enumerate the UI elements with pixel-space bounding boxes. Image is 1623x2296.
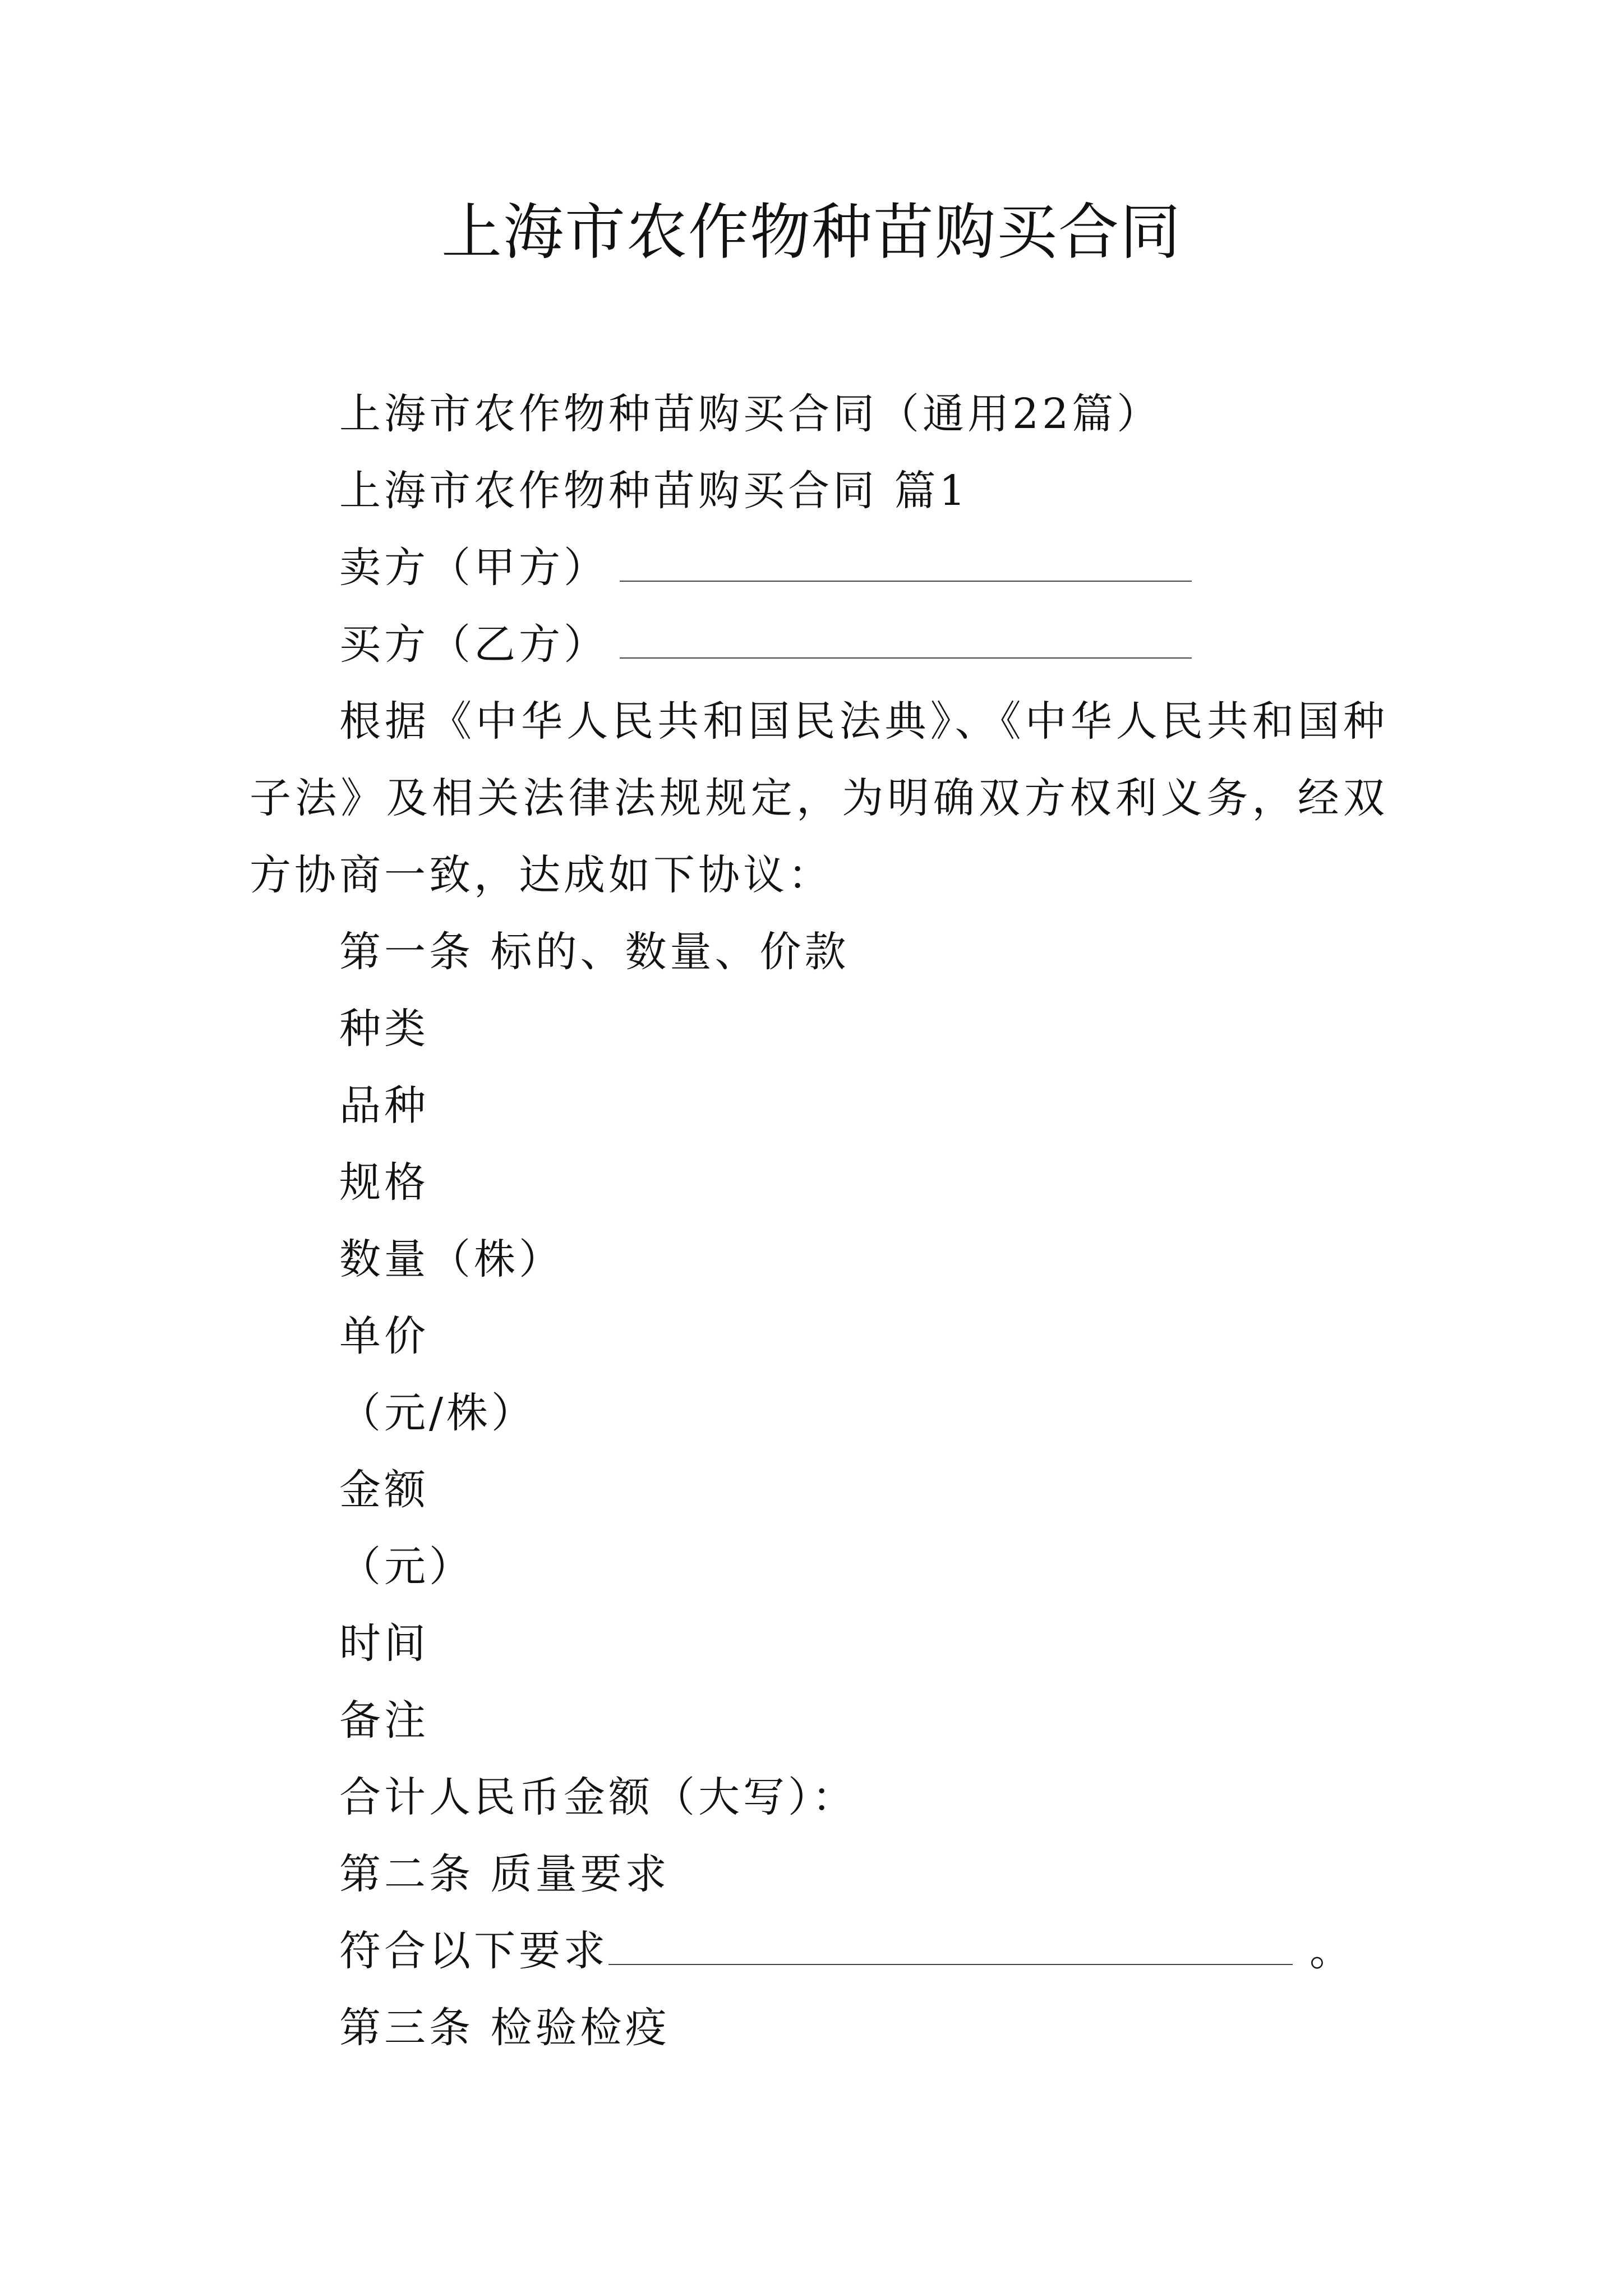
- quality-requirement-end: 。: [1310, 1927, 1354, 1975]
- field-quantity: 数量（株）: [339, 1235, 564, 1283]
- field-unit-price-unit: （元/株）: [339, 1389, 536, 1437]
- quality-requirement-label: 符合以下要求: [339, 1927, 608, 1975]
- seller-line: [250, 530, 1388, 606]
- field-category: 种类: [339, 1005, 429, 1053]
- field-time: 时间: [339, 1619, 429, 1668]
- document-subtitle: 上海市农作物种苗购买合同（通用22篇）: [339, 390, 1162, 438]
- field-amount: 金额: [339, 1466, 429, 1514]
- article-3-heading: 第三条 检验检疫: [339, 2004, 670, 2052]
- seller-label: 卖方（甲方）: [339, 544, 608, 592]
- seller-blank: [620, 570, 1192, 582]
- preamble-paragraph: 根据《中华人民共和国民法典》、《中华人民共和国种子法》及相关法律法规规定，为明确双方权利义务，经双方协商一致，达成如下协议：: [250, 697, 1388, 899]
- article-1-heading: 第一条 标的、数量、价款: [339, 928, 850, 976]
- field-unit-price: 单价: [339, 1312, 429, 1360]
- quality-requirement-blank: [608, 1954, 1293, 1966]
- field-remarks: 备注: [339, 1696, 429, 1745]
- article-2-heading: 第二条 质量要求: [339, 1850, 670, 1898]
- field-variety: 品种: [339, 1082, 429, 1130]
- quality-requirement-line: [250, 1913, 1388, 1990]
- field-specification: 规格: [339, 1158, 429, 1207]
- buyer-line: [250, 606, 1388, 683]
- document-title: 上海市农作物种苗购买合同: [441, 197, 1182, 268]
- buyer-blank: [620, 647, 1192, 659]
- buyer-label: 买方（乙方）: [339, 620, 608, 669]
- section-heading: 上海市农作物种苗购买合同 篇1: [339, 467, 969, 515]
- document-body: [250, 376, 1388, 2067]
- total-amount-line: 合计人民币金额（大写）：: [339, 1773, 857, 1821]
- field-amount-unit: （元）: [339, 1543, 474, 1591]
